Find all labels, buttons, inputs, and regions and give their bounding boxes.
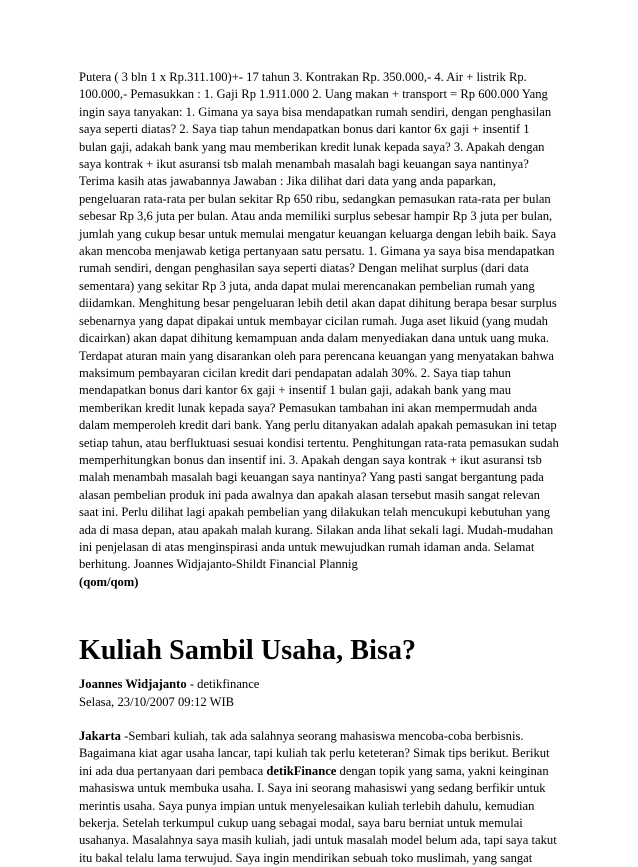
lead-text: -Sembari kuliah, tak ada salahnya seorang mahasiswa mencoba-coba berbisnis. Bagaimana kiat agar usaha lancar, tapi kuliah tak perlu keteteran? Simak tips berikut. Berikut ini ada dua pertanyaan dari pembaca <box>79 729 550 778</box>
lead-continuation: dengan topik yang sama, yakni keinginan mahasiswa untuk membuka usaha. I. Saya ini seorang mahasiswi yang sedang berfikir untuk merintis usaha. Saya punya impian untuk menyelesaikan kuliah terlebih dahulu, kemudian bekerja. Setelah terkumpul cukup uang sebagai modal, saya baru berniat untuk memulai usahanya. Masalahnya saya masih kuliah, jadi untuk masalah model belum ada, tapi saya takut itu bakal telalu lama terwujud. Saya ingin mendirikan sebuah toko muslimah, yang sangat <box>79 763 557 865</box>
article-lead-paragraph <box>79 728 559 867</box>
outlet-name: detikFinance <box>266 763 337 778</box>
article-title: Kuliah Sambil Usaha, Bisa? <box>79 635 417 667</box>
source-name: - detikfinance <box>186 677 260 692</box>
author-name: Joannes Widjajanto <box>79 677 187 692</box>
document-page <box>79 69 559 867</box>
article-body-text: Putera ( 3 bln 1 x Rp.311.100)+- 17 tahun 3. Kontrakan Rp. 350.000,- 4. Air + listrik Rp. 100.000,- Pemasukkan : 1. Gaji Rp 1.911.000 2. Uang makan + transport = Rp 600.000 Yang ingin saya tanyakan: 1. Gimana ya saya bisa mendapatkan rumah sendiri, dengan penghasilan saya seperti diatas? 2. Saya tiap tahun mendapatkan bonus dari kantor 6x gaji + insentif 1 bulan gaji, adakah bank yang mau memberikan kredit lunak kepada saya? 3. Apakah dengan saya kontrak + ikut asuransi tsb malah menambah masalah bagi keuangan saya nantinya? Terima kasih atas jawabannya Jawaban : Jika dilihat dari data yang anda paparkan, pengeluaran rata-rata per bulan sekitar Rp 650 ribu, sedangkan pemasukan rata-rata per bulan sebesar Rp 3,6 juta per bulan. Atau anda memiliki surplus sebesar hampir Rp 3 juta per bulan, jumlah yang cukup besar untuk memulai mengatur keuangan keluarga dengan lebih baik. Saya akan mencoba menjawab ketiga pertanyaan satu persatu. 1. Gimana ya saya bisa mendapatkan rumah sendiri, dengan penghasilan saya seperti diatas? Dengan melihat surplus (dari data sementara) yang sekitar Rp 3 juta, anda dapat mulai merencanakan pembelian rumah yang diidamkan. Menghitung besar pengeluaran lebih detil akan dapat dihitung berapa besar surplus sebenarnya yang dapat dipakai untuk membayar cicilan rumah. Juga aset likuid (yang mudah dicairkan) akan dapat dihitung kemampuan anda dalam menyediakan dana untuk uang muka. Terdapat aturan main yang disarankan oleh para perencana keuangan yang menyatakan bahwa maksimum pembayaran cicilan kredit dari pendapatan adalah 30%. 2. Saya tiap tahun mendapatkan bonus dari kantor 6x gaji + insentif 1 bulan gaji, adakah bank yang mau memberikan kredit lunak kepada saya? Pemasukan tambahan ini akan mempermudah anda dalam memperoleh kredit dari bank. Yang perlu ditanyakan adalah apakah pemasukan ini tetap setiap tahun, atau berfluktuasi sesuai kondisi tertentu. Penghitungan rata-rata pemasukan sudah memperhitungkan bonus dan insentif ini. 3. Apakah dengan saya kontrak + ikut asuransi tsb malah menambah masalah bagi keuangan saya nantinya? Yang pasti sangat bergantung pada alasan pembelian produk ini pada awalnya dan apakah alasan tersebut masih sangat relevan saat ini. Perlu dilihat lagi apakah pembelian yang dilakukan telah mencukupi kebutuhan yang ada di masa depan, atau apakah malah kurang. Silakan anda lihat sekali lagi. Mudah-mudahan ini penjelasan di atas menginspirasi anda untuk mewujudkan rumah idaman anda. Selamat berhitung. Joannes Widjajanto-Shildt Financial Plannig <box>79 70 559 572</box>
publish-date: Selasa, 23/10/2007 09:12 WIB <box>79 694 235 709</box>
dateline: Jakarta <box>79 729 121 743</box>
byline <box>79 676 559 693</box>
article-signoff: (qom/qom) <box>79 574 139 589</box>
